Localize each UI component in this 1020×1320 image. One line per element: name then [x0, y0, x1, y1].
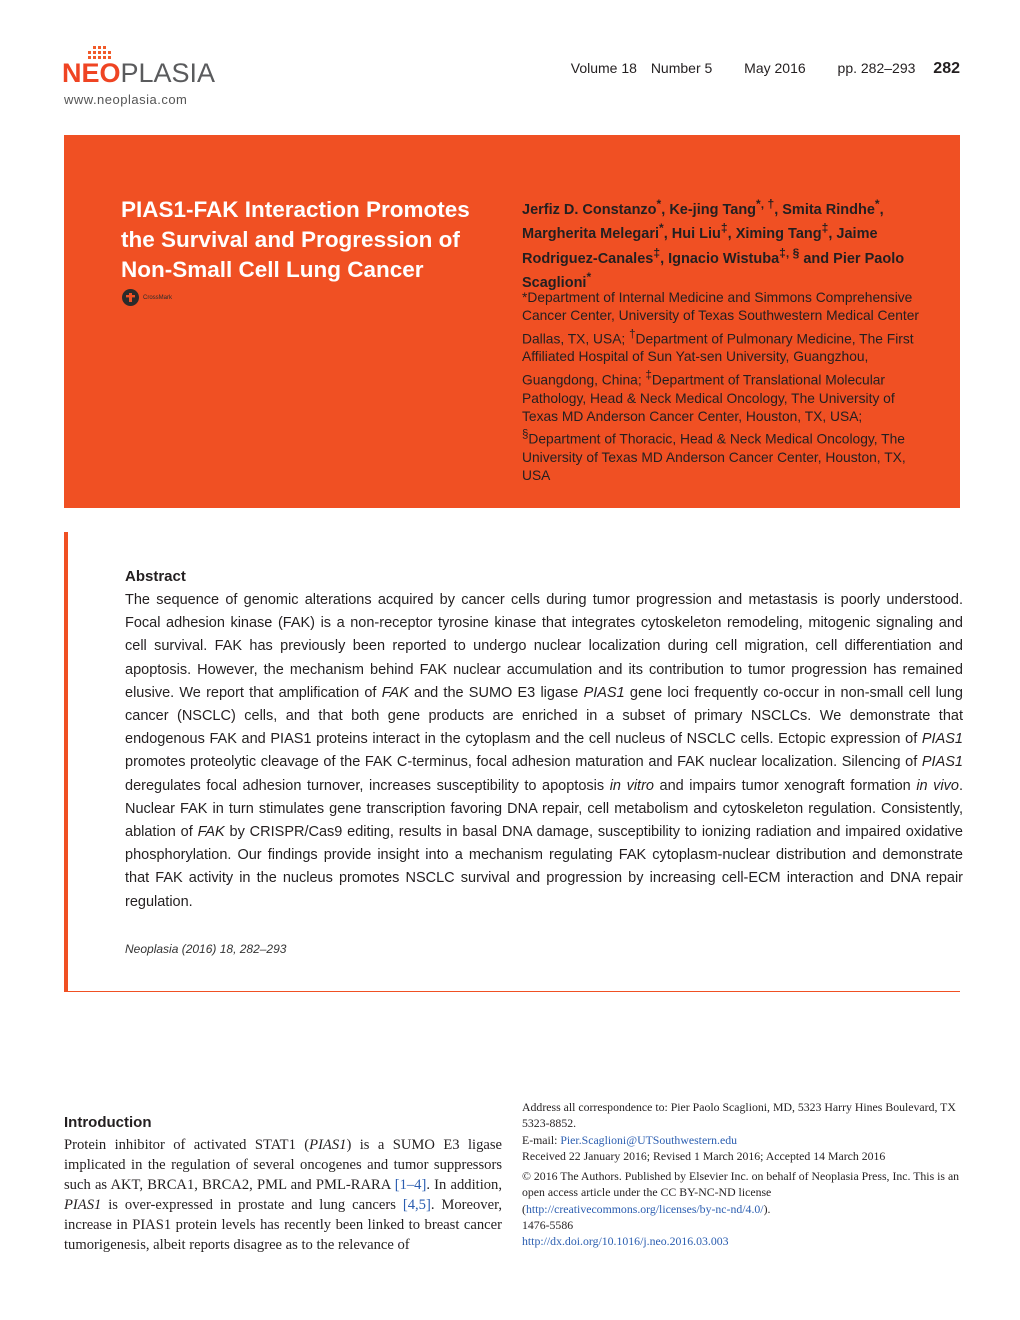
author-affiliation-mark: ‡ — [653, 245, 661, 260]
author-separator: , — [727, 226, 736, 243]
abstract-citation: Neoplasia (2016) 18, 282–293 — [125, 942, 287, 956]
author-affiliation-mark: * — [874, 197, 880, 211]
abstract-segment: The sequence of genomic alterations acquired by cancer cells during tumor progression and metastasis is poorly understood. Focal adhesion kinase (FAK) is a non-receptor tyrosine kinase that integrates cytoskeleton remodeling, mitogenic signaling and cell survival. FAK has previously been reported to undergo nuclear localization during cell migration, cell differentiation and apoptosis. However, the mechanism behind FAK nuclear accumulation and its contribution to tumor progression has remained elusive. We report that amplification of — [125, 592, 963, 701]
author-name: Ke-jing Tang — [669, 201, 757, 218]
reference-link[interactable]: [1–4] — [394, 1177, 427, 1193]
abstract-segment: and the SUMO E3 ligase — [408, 684, 584, 701]
title-banner — [64, 135, 960, 508]
author-name: Ximing Tang — [735, 226, 822, 243]
intro-segment: is over-expressed in prostate and lung cancers — [101, 1197, 403, 1213]
issue-number: Number 5 — [650, 60, 713, 76]
intro-segment: . Moreover, increase in PIAS1 protein levels has recently been linked to breast cancer tumorigenesis, albeit reports disagree as to the relevance of — [64, 1197, 502, 1253]
correspondence-email-line: E-mail: Pier.Scaglioni@UTSouthwestern.edu — [522, 1132, 737, 1147]
abstract-segment: FAK — [381, 684, 409, 701]
license-statement: © 2016 The Authors. Published by Elsevier Inc. on behalf of Neoplasia Press, Inc. This is an open access article under the CC BY-NC-ND license (http://creativecommons.org/licenses/by-nc-nd/4.0/). — [522, 1169, 960, 1216]
author-separator: , — [663, 226, 672, 243]
author-separator: and — [799, 250, 834, 267]
author-separator: , — [774, 201, 783, 218]
intro-segment: ) is a SUMO E3 ligase implicated in the regulation of several oncogenes and tumor suppressors such as AKT, BRCA1, BRCA2, PML and PML-RARA — [64, 1137, 502, 1193]
abstract-segment: promotes proteolytic cleavage of the FAK C-terminus, focal adhesion maturation and FAK nuclear localization. Silencing of — [125, 754, 922, 771]
abstract-segment: PIAS1 — [583, 684, 625, 701]
affiliation-text: Department of Pulmonary Medicine, The First Affiliated Hospital of Sun Yat-sen University, Guangzhou, Guangdong, China; — [522, 331, 914, 388]
abstract-segment: . Nuclear FAK in turn stimulates gene transcription favoring DNA repair, cell metabolism and cytoskeleton regulation. Consistently, ablation of — [125, 777, 963, 841]
author-name: Jaime Rodriguez-Canales — [522, 226, 878, 267]
issue-info — [561, 60, 960, 78]
author-name: Hui Liu — [671, 226, 721, 243]
author-list — [522, 195, 942, 292]
doi-link[interactable]: http://dx.doi.org/10.1016/j.neo.2016.03.003 — [522, 1234, 729, 1249]
affiliation-mark: ‡ — [645, 369, 652, 382]
abstract-segment: gene loci frequently co-occur in non-small cell lung cancer (NSCLC) cells, and that both gene products are enriched in a subset of primary NSCLCs. We demonstrate that endogenous FAK and PIAS1 proteins interact in the cytoplasm and the cell nucleus of NSCLC cells. Ectopic expression of — [125, 684, 963, 748]
author-affiliation-mark: *, † — [756, 197, 775, 211]
crossmark-label: CrossMark — [143, 294, 173, 301]
page-range: pp. 282–293 — [837, 60, 916, 76]
author-affiliation-mark: ‡, § — [779, 245, 800, 260]
abstract-segment: by CRISPR/Cas9 editing, results in basal DNA damage, susceptibility to ionizing radiation and impaired oxidative phosphorylation. Our findings provide insight into a mechanism regulating FAK cytoplasm-nuclear distribution and demonstrate that FAK activity in the nucleus promotes NSCLC survival and progression by increasing cell-ECM interaction and DNA repair regulation. — [125, 824, 963, 910]
article-history: Received 22 January 2016; Revised 1 March 2016; Accepted 14 March 2016 — [522, 1148, 886, 1163]
reference-link[interactable]: [4,5] — [402, 1197, 431, 1213]
gene-name: PIAS1 — [309, 1137, 347, 1153]
affiliation-text: Department of Translational Molecular Pathology, Head & Neck Medical Oncology, The University of Texas MD Anderson Cancer Center, Houston, TX, USA; — [522, 372, 895, 424]
abstract-segment: in vivo — [916, 777, 959, 794]
gene-name: PIAS1 — [64, 1197, 102, 1213]
author-name: Smita Rindhe — [782, 201, 875, 218]
affiliation-mark: * — [522, 290, 528, 305]
author-affiliation-mark: * — [656, 197, 662, 211]
abstract-text — [125, 589, 963, 914]
abstract-segment: PIAS1 — [921, 754, 963, 771]
crossmark-badge[interactable] — [122, 289, 172, 306]
logo-plasia: PLASIA — [120, 58, 216, 88]
author-name: Jerfiz D. Constanzo — [522, 201, 657, 218]
page-number: 282 — [933, 60, 960, 77]
author-affiliation-mark: ‡ — [821, 221, 829, 236]
abstract-segment: PIAS1 — [921, 731, 963, 748]
author-name: Margherita Melegari — [522, 226, 659, 243]
abstract-segment: in vitro — [609, 777, 654, 794]
abstract-box — [64, 532, 963, 992]
abstract-segment: FAK — [197, 824, 225, 841]
introduction-heading: Introduction — [64, 1114, 152, 1131]
crossmark-icon — [122, 289, 139, 306]
affiliation-mark: § — [522, 429, 529, 442]
author-separator: , — [660, 250, 669, 267]
author-separator: , — [661, 201, 670, 218]
affiliation-mark: † — [629, 328, 636, 341]
abstract-heading: Abstract — [125, 568, 186, 585]
article-title: PIAS1-FAK Interaction Promotes the Survival and Progression of Non-Small Cell Lung Cancer — [121, 197, 470, 282]
logo-neo: NEO — [62, 58, 121, 88]
author-affiliation-mark: * — [586, 269, 592, 284]
author-affiliation-mark: * — [659, 221, 664, 236]
issn: 1476-5586 — [522, 1218, 574, 1233]
author-affiliation-mark: ‡ — [720, 221, 728, 236]
intro-segment: . In addition, — [426, 1177, 502, 1193]
abstract-segment: and impairs tumor xenograft formation — [653, 777, 917, 794]
author-name: Pier Paolo Scaglioni — [522, 250, 905, 291]
correspondence-block — [522, 1099, 962, 1250]
affiliation-text: Department of Thoracic, Head & Neck Medical Oncology, The University of Texas MD Anderson Cancer Center, Houston, TX, USA — [522, 431, 906, 484]
abstract-segment: deregulates focal adhesion turnover, increases susceptibility to apoptosis — [125, 777, 610, 794]
author-separator: , — [879, 201, 884, 218]
email-link[interactable]: Pier.Scaglioni@UTSouthwestern.edu — [560, 1132, 737, 1147]
author-separator: , — [828, 226, 837, 243]
volume: Volume 18 — [570, 60, 637, 76]
introduction-text — [64, 1135, 502, 1255]
affiliations — [522, 289, 932, 486]
correspondence-address: Address all correspondence to: Pier Paolo Scaglioni, MD, 5323 Harry Hines Boulevard, TX 5323-8852. — [522, 1100, 956, 1131]
license-link[interactable]: http://creativecommons.org/licenses/by-nc-nd/4.0/ — [525, 1201, 764, 1216]
intro-segment: Protein inhibitor of activated STAT1 ( — [64, 1137, 310, 1153]
journal-url[interactable]: www.neoplasia.com — [64, 92, 188, 107]
author-name: Ignacio Wistuba — [668, 250, 780, 267]
issue-date: May 2016 — [744, 60, 806, 76]
affiliation-text: Department of Internal Medicine and Simmons Comprehensive Cancer Center, University of Texas Southwestern Medical Center Dallas, TX, USA; — [522, 290, 919, 347]
